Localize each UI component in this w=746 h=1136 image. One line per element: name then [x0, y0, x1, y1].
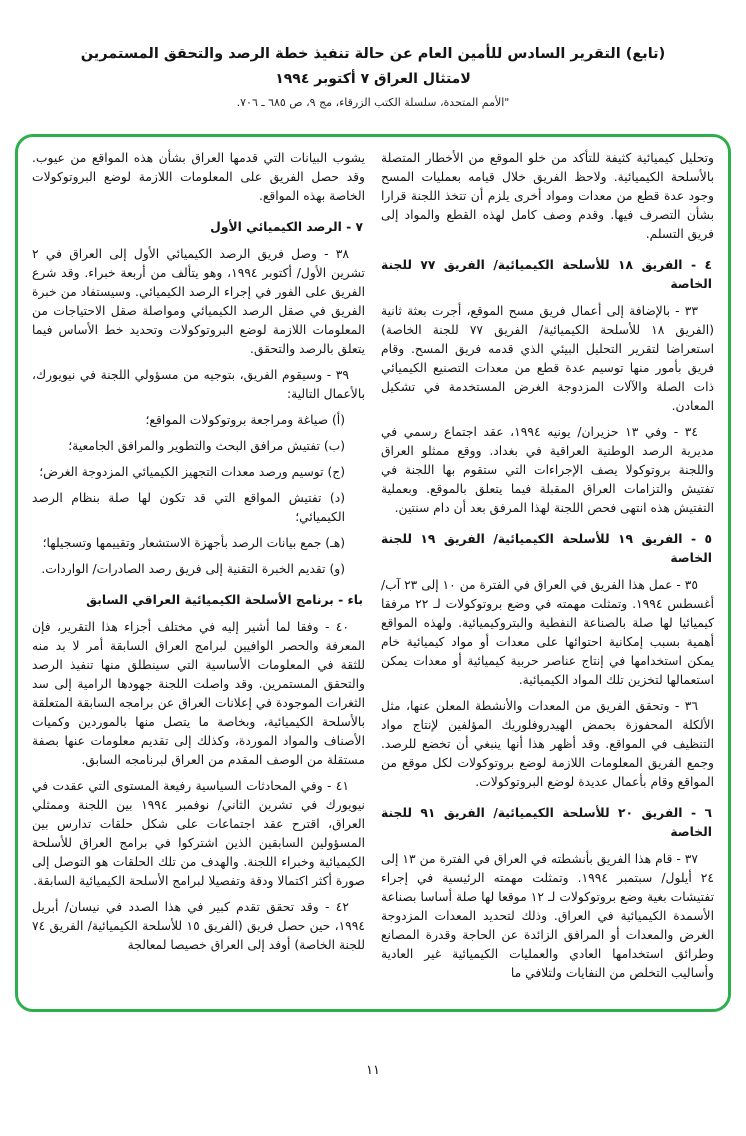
green-border-frame — [15, 134, 731, 1012]
header-source-line: "الأمم المتحدة، سلسلة الكتب الزرقاء، مج ٩، ص ٦٨٥ ـ ٧٠٦. — [236, 96, 510, 109]
paragraph: ٣٥ - عمل هذا الفريق في العراق في الفترة من ١٠ إلى ٢٣ آب/ أغسطس ١٩٩٤. وتمثلت مهمته في وضع بروتوكولات لـ ٢٢ مرفقا كيميائيا لها صلة بالصناعة النفطية والبتروكيميائية. ولهذه المواقع أهمية بسبب إمكانية احتوائها على معدات أو مواد كيميائية خام يمكن استخدامها في إنتاج عناصر حربية كيميائية أو معدات يمكن استعمالها لتخزين تلك المواد الكيميائية. — [381, 578, 714, 687]
page-number: ١١ — [366, 1063, 380, 1078]
header-title-line1: (تابع) التقرير السادس للأمين العام عن حالة تنفيذ خطة الرصد والتحقق المستمرين — [80, 46, 666, 62]
paragraph: وتحليل كيميائية كثيفة للتأكد من خلو الموقع من الأخطار المتصلة بالأسلحة الكيميائية. ولاحظ الفريق خلال قيامه بعمليات المسح وجود عدة قطع من معدات ومواد أخرى يلزم أن تتخذ اللجنة قرارا بشأن التصرف فيها. وقدم وصف كامل لهذه القطع والمواد إلى فريق التسلم. — [381, 151, 714, 241]
paragraph: ٣٦ - وتحقق الفريق من المعدات والأنشطة المعلن عنها، مثل الألكلة المحفوزة بحمض الهيدروفلوريك المؤلفين لإنتاج مواد التنظيف في المواقع. وقد أظهر هذا أنها ينبغي أن تخضع للرصد. وجمع الفريق المعلومات اللازمة لوضع بروتوكولات لكل موقع من المواقع وقام بأعمال عديدة لوضع البروتوكولات. — [381, 699, 714, 789]
section-heading: ٥ - الفريق ١٩ للأسلحة الكيميائية/ الفريق ١٩ للجنة الخاصة — [381, 532, 712, 565]
column-left — [32, 149, 365, 999]
list-item: (ب) تفتيش مرافق البحث والتطوير والمرافق الجامعية؛ — [68, 439, 345, 453]
paragraph: ٣٧ - قام هذا الفريق بأنشطته في العراق في الفترة من ١٣ إلى ٢٤ أيلول/ سبتمبر ١٩٩٤. وتمثلت مهمته الرئيسية في إجراء تفتيشات بغية وضع بروتوكولات لـ ١٢ موقعا لها صلة أساسا بصناعة الأسمدة الكيميائية في العراق. وذلك لتحديد المعدات المزدوجة الغرض والمعدات أو المرافق الزائدة عن الحاجة وقدرة المصانع وطرائق استخدامها العادي والعمليات الكيميائية غير العادية وأساليب التخلص من النفايات ولتلافي ما — [381, 852, 714, 980]
paragraph: ٣٨ - وصل فريق الرصد الكيميائي الأول إلى العراق في ٢ تشرين الأول/ أكتوبر ١٩٩٤، وهو يتألف من أربعة خبراء. وقد شرع الفريق على الفور في إجراء الرصد الكيميائي. وسيستفاد من خبرة الفريق في صقل الرصد الكيميائي ومواصلة صقل الاحتياجات من المعلومات اللازمة لوضع البروتوكولات وتحديد خط الأساس فيما يتعلق بالرصد والتحقق. — [32, 247, 365, 356]
column-right — [381, 149, 714, 999]
section-heading: ٧ - الرصد الكيميائي الأول — [210, 220, 363, 234]
list-item: (و) تقديم الخبرة التقنية إلى فريق رصد الصادرات/ الواردات. — [41, 562, 345, 576]
paragraph: يشوب البيانات التي قدمها العراق بشأن هذه المواقع من عيوب. وقد حصل الفريق على المعلومات اللازمة لوضع البروتوكولات الخاصة بهذه المواقع. — [32, 151, 365, 203]
section-heading: باء - برنامج الأسلحة الكيميائية العراقي السابق — [86, 593, 363, 607]
section-heading: ٦ - الفريق ٢٠ للأسلحة الكيميائية/ الفريق ٩١ للجنة الخاصة — [381, 806, 712, 839]
list-item: (ج) توسيم ورصد معدات التجهيز الكيميائي المزدوجة الغرض؛ — [39, 465, 345, 479]
document-header — [0, 0, 746, 109]
header-title-line2: لامتثال العراق ٧ أكتوبر ١٩٩٤ — [275, 71, 471, 87]
section-heading: ٤ - الفريق ١٨ للأسلحة الكيميائية/ الفريق ٧٧ للجنة الخاصة — [381, 258, 712, 291]
paragraph: ٣٣ - بالإضافة إلى أعمال فريق مسح الموقع، أجرت بعثة ثانية (الفريق ١٨ للأسلحة الكيميائية/ الفريق ٧٧ للجنة الخاصة) استعراضا لتقرير التحليل البيئي الذي قدمه فريق المسح. وقام فريق بأمور منها توسيم عدة قطع من معدات التصنيع الكيميائي ذات الصلة والآلات المزدوجة الغرض المستخدمة في تشكيل المعادن. — [381, 304, 714, 413]
list-item: (أ) صياغة ومراجعة بروتوكولات المواقع؛ — [145, 413, 345, 427]
paragraph: ٤١ - وفي المحادثات السياسية رفيعة المستوى التي عقدت في نيويورك في تشرين الثاني/ نوفمبر ١٩٩٤ بين اللجنة وممثلي العراق، اقترح عقد اجتماعات على شكل حلقات تدارس بين المسؤولين السابقين الذين اشتركوا في برامج العراق للأسلحة الكيميائية وخبراء اللجنة. والهدف من تلك الحلقات هو التوصل إلى صورة أكثر اكتمالا ودقة وتفصيلا لبرامج الأسلحة الكيميائية السابقة. — [32, 779, 365, 888]
paragraph: ٤٢ - وقد تحقق تقدم كبير في هذا الصدد في نيسان/ أبريل ١٩٩٤، حين حصل فريق (الفريق ١٥ للأسلحة الكيميائية/ الفريق ٧٤ للجنة الخاصة) أوفد إلى العراق خصيصا لمعالجة — [32, 900, 365, 952]
list-item: (د) تفتيش المواقع التي قد تكون لها صلة بنظام الرصد الكيميائي؛ — [32, 491, 345, 524]
two-column-body — [32, 149, 714, 999]
paragraph: ٣٩ - وسيقوم الفريق، بتوجيه من مسؤولي اللجنة في نيويورك، بالأعمال التالية: — [32, 368, 365, 401]
paragraph: ٣٤ - وفي ١٣ حزيران/ يونيه ١٩٩٤، عقد اجتماع رسمي في مديرية الرصد الوطنية العراقية في بغداد. ووقع ممثلو العراق واللجنة بروتوكولا يصف الإجراءات التي ستقوم بها اللجنة في تفتيش والتزامات العراق المقبلة فيما يتعلق بالموقع. وبعملية التفتيش هذه انتهى فحص اللجنة لهذا المرفق بعد أن دام سنتين. — [381, 425, 714, 515]
paragraph: ٤٠ - وفقا لما أشير إليه في مختلف أجزاء هذا التقرير، فإن المعرفة والحصر الوافيين لبرامج العراق السابقة أمر لا بد منه للثقة في المعلومات الأساسية التي سينطلق منها تنفيذ الرصد والتحقق المستمرين. وقد واصلت اللجنة جهودها الرامية إلى سد الثغرات الموجودة في إعلانات العراق عن برامجه السابقة المتعلقة بالأسلحة الكيميائية، وبخاصة ما يتصل منها بالموردين وكميات الأصناف والمواد الموردة، وكذلك إلى تقديم معلومات عنها بصفة مستقلة من الوصف المقدم من العراق لبرنامجه السابق. — [32, 620, 365, 767]
list-item: (هـ) جمع بيانات الرصد بأجهزة الاستشعار وتقييمها وتسجيلها؛ — [42, 536, 345, 550]
